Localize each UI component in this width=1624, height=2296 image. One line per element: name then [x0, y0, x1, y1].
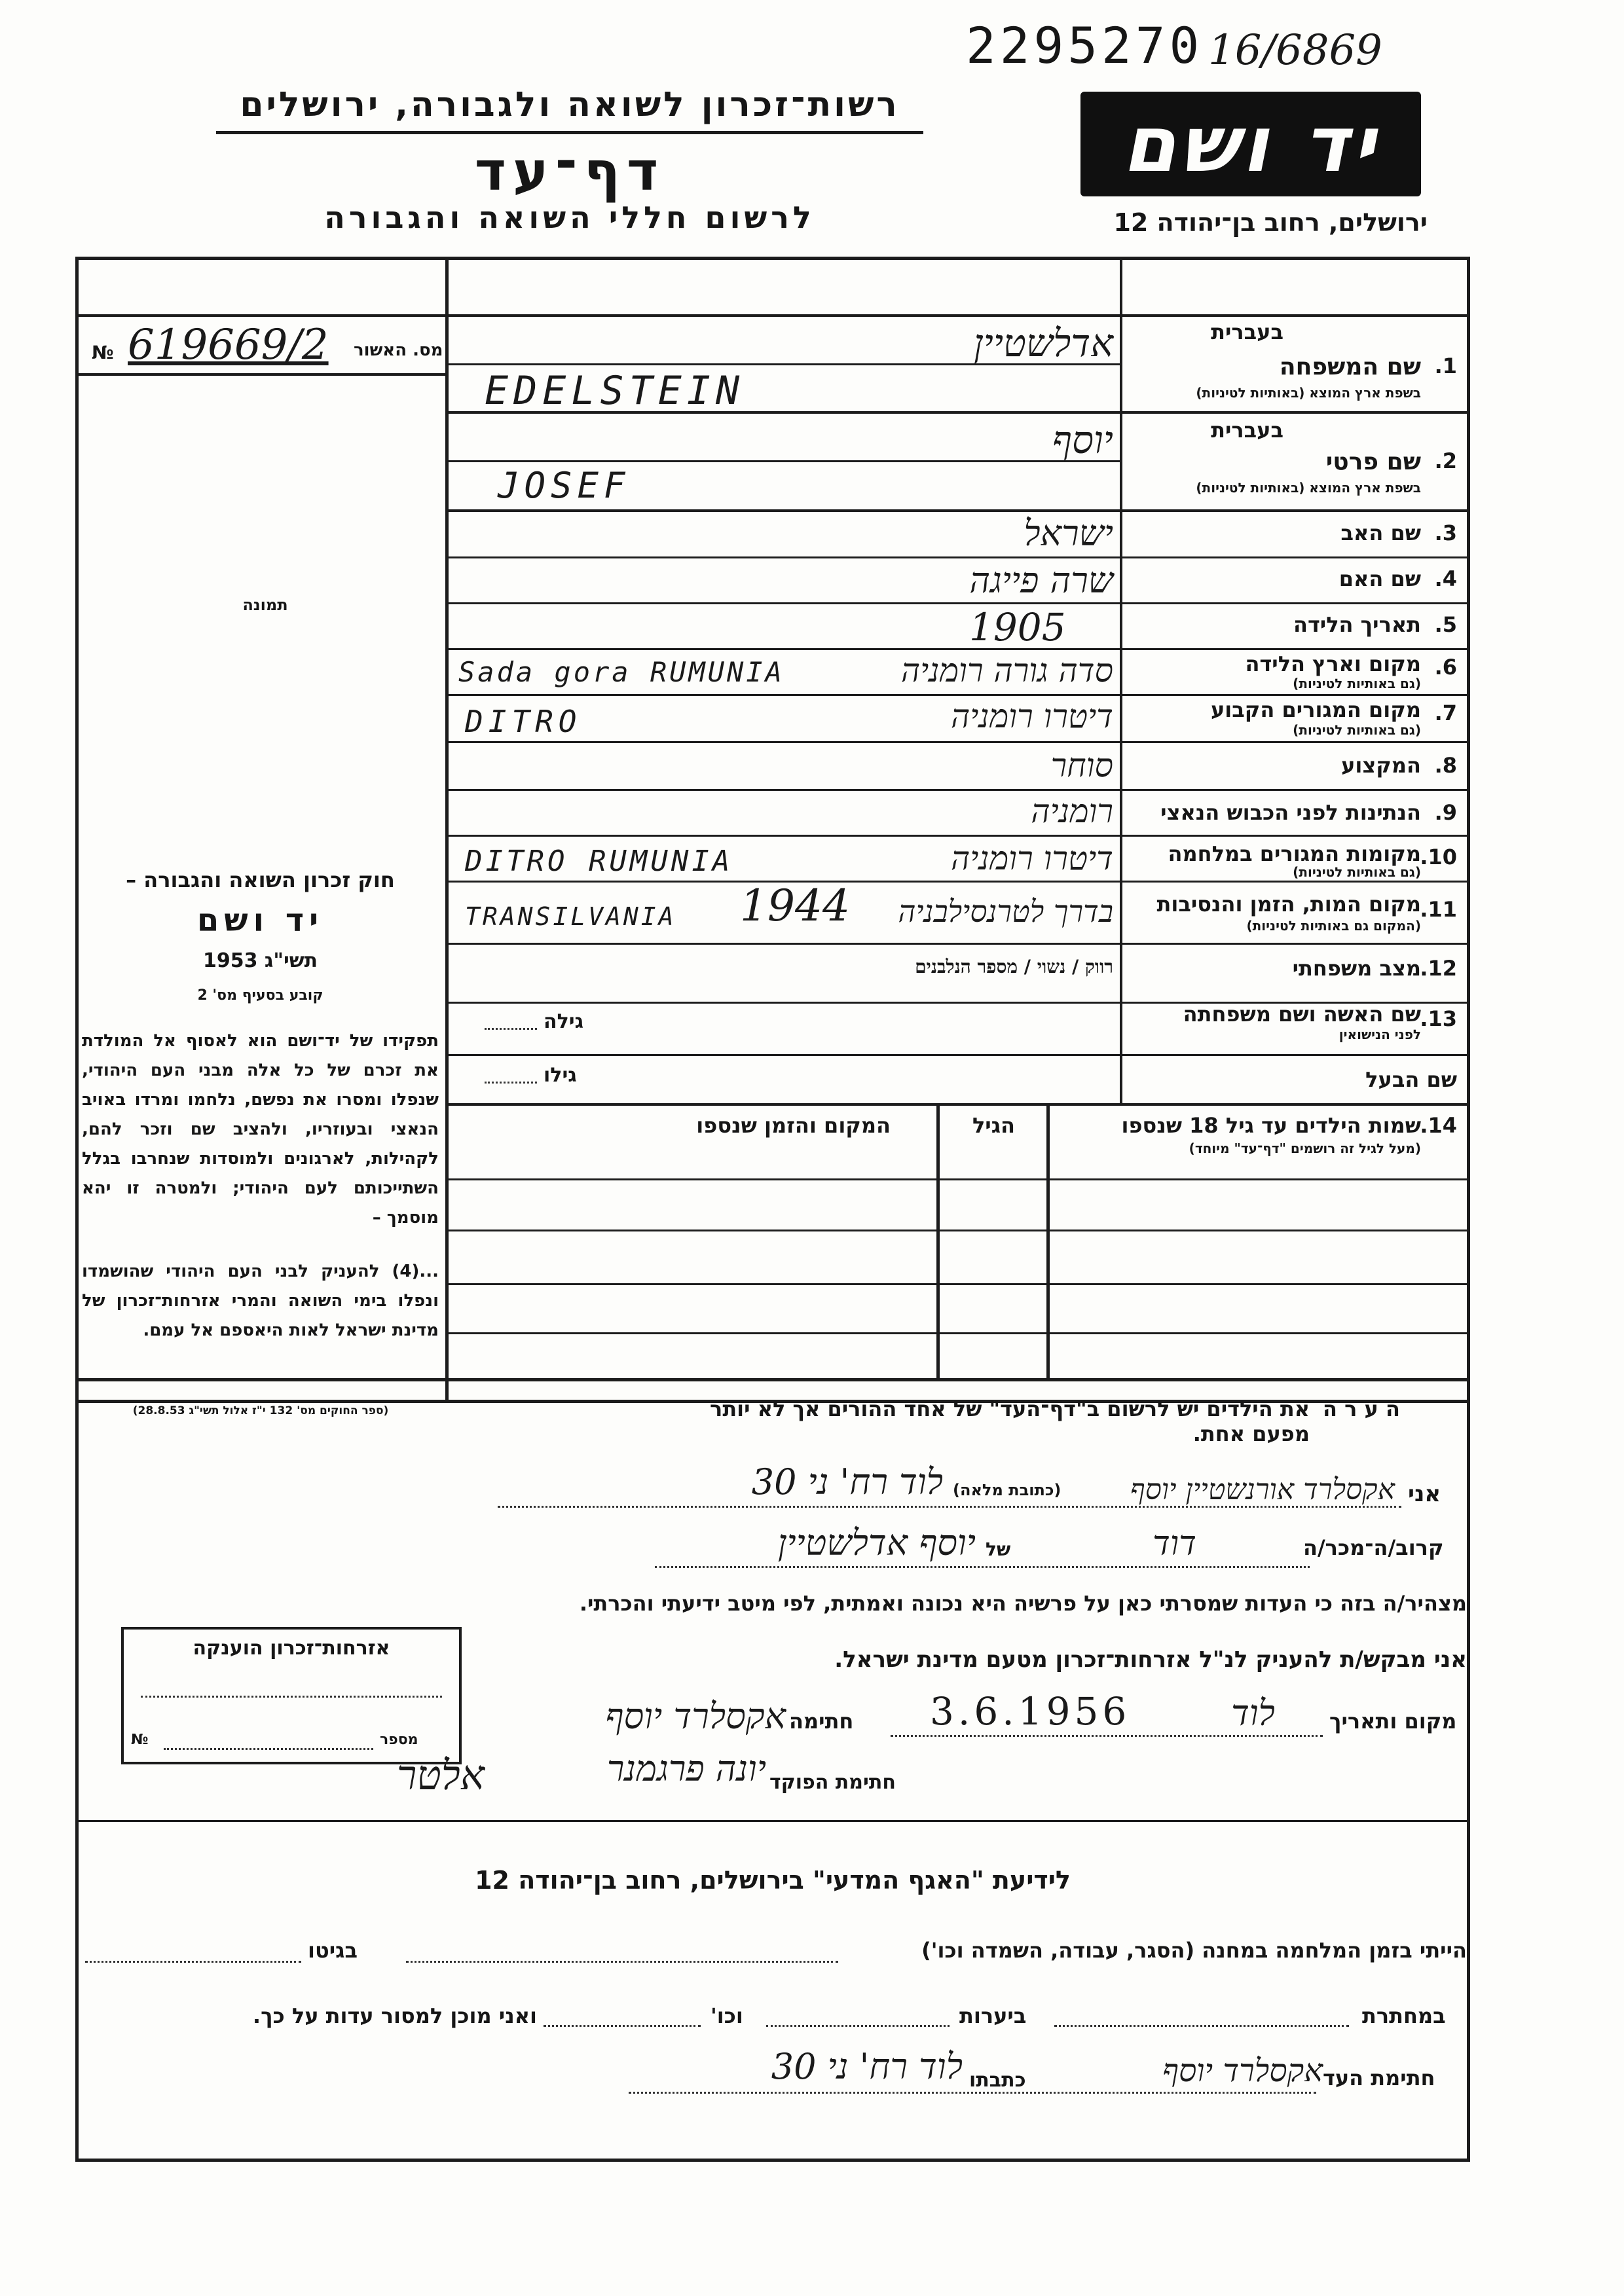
approval-no-mark: № — [92, 342, 114, 363]
field-4-value: שרה פייגה — [969, 560, 1113, 601]
field-7-sub: (גם באותיות לטיניות) — [1293, 722, 1421, 738]
declarant-name: אקסלרד אורנשטיין יוסף — [1130, 1473, 1395, 1506]
field-9-value: רומניה — [1031, 792, 1113, 830]
footer-title: לידיעת "האגף המדעי" בירושלים, רחוב בן־יהודה 12 — [475, 1866, 1071, 1895]
wife-age-field[interactable] — [485, 1028, 537, 1030]
law-text-1: תפקידו של יד־ושם הוא לאסוף אל המולדת את זכרם של כל אלה מבני העם היהודי, שנפלו ומסרו את נפשם, נלחמו ומרדו באויב הנאצי ובעוזריו, ולהציב שם וזכר להם, לקהילות, לארגונים ולמוסדות שנחרבו בגלל השתייכותם לעם היהודי; ולמטרה זו יהא מוסמך – — [82, 1031, 439, 1228]
place-value: לוד — [1231, 1692, 1275, 1734]
institution-underline — [216, 131, 923, 134]
field-13-label: שם האשה ושם משפחתה — [1183, 1002, 1421, 1027]
field-8-number: 8. — [1434, 753, 1457, 778]
address-tag: (כתובת מלאה) — [953, 1481, 1061, 1499]
field-6-value: סדה גורה רומניה — [900, 651, 1113, 689]
field-1-number: 1. — [1434, 354, 1457, 378]
footer-sig-label: חתימת העד — [1323, 2066, 1435, 2090]
field-5-number: 5. — [1434, 612, 1457, 637]
law-title: חוק זכרון השואה והגבורה – — [126, 867, 395, 892]
children-sub: (מעל לגיל זה רושמים "דף־עד" מיוחד) — [1189, 1140, 1421, 1156]
official-label: חתימת הפוקד — [769, 1771, 896, 1794]
field-12-value: רווק / נשוי / מספר הנלבנים — [915, 956, 1113, 977]
field-5-value: 1905 — [969, 605, 1066, 649]
institution-name: רשות־זכרון לשואה ולגבורה, ירושלים — [240, 85, 900, 124]
field-2-sub: בשפת ארץ המוצא (באותיות לטיניות) — [1196, 480, 1421, 496]
form-subtitle: לרשום חללי השואה והגבורה — [324, 200, 815, 235]
footer-etc-field[interactable] — [544, 2025, 701, 2027]
field-4-number: 4. — [1434, 566, 1457, 591]
field-1-hebrew-tag: בעברית — [1211, 319, 1283, 344]
footer-line2-d: ואני מוכן למסור עדות על כך. — [252, 2003, 537, 2028]
field-5-label: תאריך הלידה — [1293, 612, 1421, 637]
field-3-number: 3. — [1434, 520, 1457, 545]
husband-label: שם הבעל — [1365, 1067, 1457, 1092]
field-6-value-latin: Sada gora RUMUNIA — [458, 656, 784, 688]
photo-label: תמונה — [242, 596, 288, 614]
children-age-header: הגיל — [972, 1113, 1015, 1138]
footer-addr-value: לוד רח' ני 30 — [771, 2046, 963, 2087]
address: ירושלים, רחוב בן־יהודה 12 — [1113, 208, 1428, 237]
official-signature: יונה פרגמנר — [606, 1748, 766, 1789]
field-2-number: 2. — [1434, 448, 1457, 473]
document-number: 2295270 — [966, 16, 1204, 75]
official-signature-2: אלטר — [396, 1751, 485, 1799]
field-7-value-latin: DITRO — [465, 704, 582, 739]
field-8-value: סוחר — [1050, 746, 1113, 784]
field-10-sub: (גם באותיות לטיניות) — [1293, 864, 1421, 880]
declarant-address: לוד רח' ני 30 — [751, 1461, 943, 1503]
note-label: ה ע ר ה — [1323, 1396, 1400, 1421]
field-11-value-year: 1944 — [740, 881, 850, 931]
footer-forests-field[interactable] — [766, 2025, 950, 2027]
field-1-value-latin: EDELSTEIN — [485, 368, 745, 414]
field-11-label: מקום המות, הזמן והנסיבות — [1156, 892, 1421, 917]
footer-camp-field[interactable] — [406, 1961, 838, 1963]
footer-underground-field[interactable] — [1054, 2025, 1349, 2027]
relative-of-value: יוסף אדלשטיין — [777, 1522, 976, 1563]
field-3-label: שם האב — [1340, 520, 1421, 545]
field-7-number: 7. — [1434, 701, 1457, 725]
left-column-divider — [445, 257, 449, 1400]
field-10-number: 10. — [1420, 845, 1457, 869]
handwritten-number: 16/6869 — [1208, 26, 1382, 75]
signature-label: חתימה — [789, 1709, 854, 1734]
of-label: של — [986, 1539, 1011, 1560]
children-place-header: המקום והזמן שנספו — [696, 1113, 891, 1138]
field-12-number: 12. — [1420, 956, 1457, 981]
field-4-label: שם האם — [1338, 566, 1421, 591]
footer-line2-b: ביערות — [959, 2003, 1027, 2028]
field-1-value-hebrew: אדלשטיין — [973, 321, 1113, 365]
field-10-value: דיטרו רומניה — [950, 839, 1113, 877]
footer-line1-a: הייתי בזמן המלחמה במחנה (הסגר, עבודה, השמדה וכו') — [921, 1938, 1467, 1963]
field-8-label: המקצוע — [1341, 753, 1421, 778]
field-13-number: 13. — [1420, 1006, 1457, 1031]
field-7-value: דיטרו רומניה — [950, 697, 1113, 735]
label-column-divider — [1120, 257, 1122, 1103]
footer-line1-b: בגיטו — [308, 1938, 358, 1963]
law-source: (ספר החוקים מס' 132 י"ז אלול תשי"ג 28.8.53) — [132, 1404, 389, 1417]
logo-text: יד ושם — [1122, 99, 1380, 189]
citizenship-no-mark: № — [131, 1732, 149, 1748]
citizenship-title: אזרחות־זכרון הוענקה — [193, 1637, 390, 1660]
date-value: 3.6.1956 — [930, 1689, 1131, 1734]
footer-line2-c: וכו' — [710, 2003, 743, 2028]
law-year: תשי"ג 1953 — [202, 949, 318, 972]
field-11-value-latin: TRANSILVANIA — [465, 902, 676, 931]
law-clause: קובע בסעיף מס' 2 — [197, 987, 323, 1004]
field-1-sub: בשפת ארץ המוצא (באותיות לטיניות) — [1196, 385, 1421, 401]
footer-ghetto-field[interactable] — [85, 1961, 301, 1963]
note-text: את הילדים יש לרשום ב"דף־העד" של אחד ההורים אך לא יותר מפעם אחת. — [710, 1396, 1310, 1446]
footer-sig-value: אקסלרד יוסף — [1162, 2052, 1323, 2089]
field-1-label: שם המשפחה — [1279, 354, 1421, 380]
field-2-value-hebrew: יוסף — [1052, 418, 1113, 462]
field-10-label: מקומות המגורים במלחמה — [1168, 841, 1421, 866]
footer-addr-label: כתבתו — [969, 2069, 1026, 2092]
field-6-label: מקום וארץ הלידה — [1245, 651, 1421, 676]
statement: מצהיר/ה בזה כי העדות שמסרתי כאן על פרשיה היא נכונה ואמתית, לפי מיטב ידיעתי והכרתי. — [579, 1591, 1467, 1616]
relation-value: דוד — [1153, 1524, 1196, 1563]
children-label: שמות הילדים עד גיל 18 שנספו — [1121, 1113, 1421, 1138]
field-11-number: 11. — [1420, 897, 1457, 922]
field-9-label: הנתינות לפני הכבוש הנאצי — [1160, 800, 1421, 825]
field-10-value-latin: DITRO RUMUNIA — [465, 845, 733, 878]
signature-value: אקסלרד יוסף — [605, 1696, 786, 1737]
field-6-number: 6. — [1434, 655, 1457, 680]
field-11-sub: (המקום גם באותיות לטיניות) — [1246, 918, 1421, 934]
husband-age-field[interactable] — [485, 1082, 537, 1084]
footer-line2-a: במחתרת — [1362, 2003, 1446, 2028]
relative-label: קרוב/ה־מכר/ה — [1303, 1535, 1444, 1560]
field-7-label: מקום המגורים הקבוע — [1210, 697, 1421, 722]
field-6-sub: (גם באותיות לטיניות) — [1293, 676, 1421, 691]
field-11-value: בדרך לטרנסילבניה — [898, 894, 1113, 929]
children-number: 14. — [1420, 1113, 1457, 1138]
wife-age-label: גילה — [544, 1010, 583, 1033]
citizenship-number-label: מספר — [380, 1732, 418, 1748]
field-9-number: 9. — [1434, 800, 1457, 825]
place-date-label: מקום ותאריך — [1329, 1709, 1457, 1734]
request: אני מבקש/ת להעניק לנ"ל אזרחות־זכרון מטעם מדינת ישראל. — [834, 1647, 1467, 1673]
law-text-2: ...(4) להעניק לבני העם היהודי שהושמדו ונפלו בימי השואה והמרי אזרחות־זכרון של מדינת ישראל לאות היאספם אל עמם. — [82, 1262, 439, 1340]
declaration-ani: אני — [1408, 1481, 1441, 1507]
field-2-label: שם פרטי — [1325, 448, 1421, 475]
field-12-label: מצב משפחתי — [1292, 956, 1421, 981]
law-name: יד ושם — [196, 902, 324, 939]
field-13-sub: לפני הנישואין — [1338, 1027, 1421, 1042]
field-2-hebrew-tag: בעברית — [1211, 418, 1283, 443]
field-3-value: ישראל — [1024, 513, 1113, 554]
approval-number: 619669/2 — [128, 321, 329, 369]
approval-label: מס. האשור — [354, 340, 443, 360]
yad-vashem-logo — [1080, 92, 1421, 196]
field-2-value-latin: JOSEF — [498, 465, 631, 506]
husband-age-label: גילו — [544, 1064, 577, 1087]
form-title: דף־עד — [474, 141, 665, 203]
